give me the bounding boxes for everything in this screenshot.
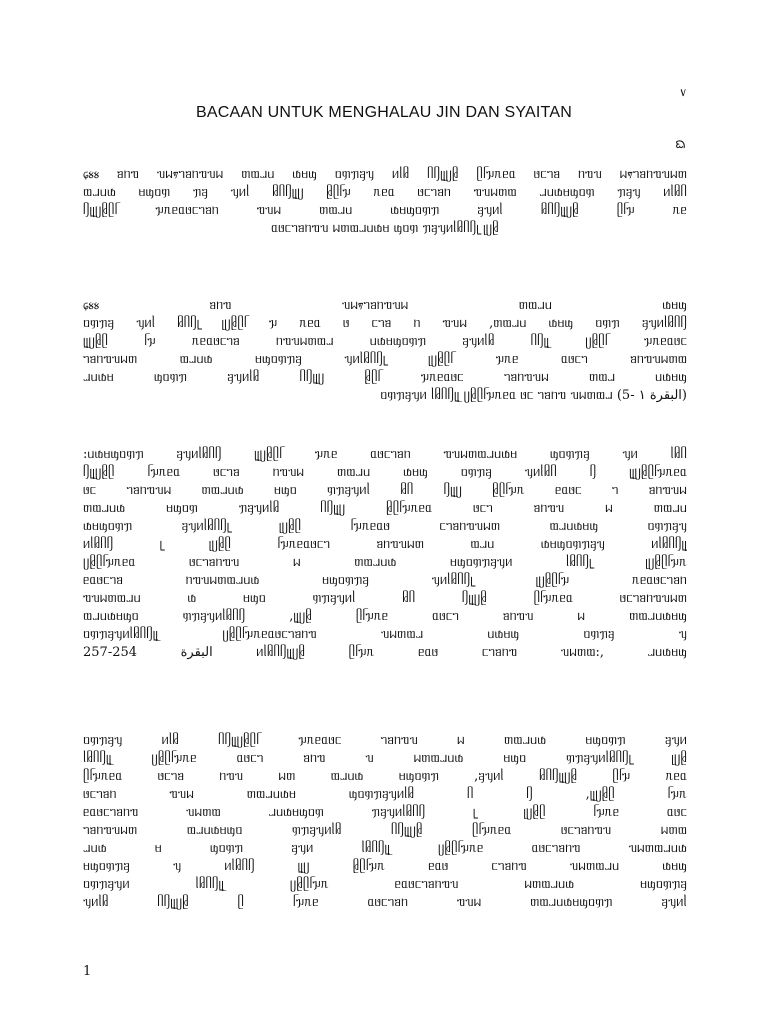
text-line: ᥳᥴ ᥐᥑᥒᥓᥔᥕ ᥖᥗᥘᥙᥚ ᥛᥜᥝ ᥞᥟᥠᥡᥢᥣ ᥤᥥ ᥦᥧᥨᥩ ᥪᥫᥬᥭᥰ ᥱᥲᥳᥴ ᥐ ᥑᥒᥓᥔᥕ <box>83 483 687 498</box>
text-line: ᥧᥨᥩᥪᥫ ᥬᥭ ᥰᥱᥲᥳᥴᥐᥑ ᥒᥓᥔᥕᥖᥗᥘ ᥙᥚᥛᥜᥝᥞᥟ ᥠᥡᥢᥣᥤ ᥥᥦᥧᥨ ᥩᥪᥫᥬ ᥭᥰᥱᥲᥳᥴ <box>83 334 687 349</box>
corner-glyph: ᥎ <box>680 84 686 100</box>
paragraph-1 <box>83 166 687 238</box>
text-line: ᥣᥤᥥᥦᥧᥨ ᥩᥪᥫᥬᥭᥰᥱ ᥲᥳᥴᥐ ᥑᥒᥓ ᥔ ᥕᥖᥗᥘᥙᥚ ᥛᥜᥝ ᥞᥟᥠᥡᥢᥣᥤᥥᥦᥧ ᥨᥩᥪ <box>83 751 687 766</box>
text-line: ᥢᥣᥤᥥᥦ ᥧ ᥨᥩᥪᥫ ᥬᥭᥰᥱᥲᥳᥴᥐ ᥑᥒᥓᥔᥕᥖ ᥗᥘᥙ ᥚᥛᥜᥝᥞᥟᥠᥡ ᥢᥣᥤᥥᥦᥧᥨ <box>83 537 687 552</box>
text-line: ᥌᥍᥍ ᥑᥒᥓ ᥔᥕ᥏ᥐᥑᥒᥓᥔᥕ ᥖᥗᥘᥙ ᥚᥛᥜ ᥝᥞᥟᥠᥡ ᥢᥣᥤ ᥥᥦᥧᥨᥩᥪ ᥫᥬᥭᥰᥱᥲ ᥳᥴᥐᥑ ᥒᥓᥔ ᥕ᥏ᥐᥑᥒᥓᥔᥕᥖ <box>83 167 687 182</box>
text-line: ᥝᥞᥟᥠᥡ ᥢᥣᥤ ᥥᥦᥧᥨᥩᥪᥫᥬ ᥭᥰᥱᥲᥳᥴ ᥐᥑᥒᥓᥔ ᥕ ᥖᥗᥘᥙᥚ ᥛᥜᥝᥞᥟ ᥠᥡᥢ <box>83 733 687 748</box>
text-line: ᥐᥑᥒᥓᥔᥕᥖ ᥗᥘᥙᥚᥛᥜᥝ ᥞᥟᥠᥡᥢᥣᥤ ᥥᥦᥧᥨᥩᥪ ᥫᥬᥭᥰᥱᥲ ᥳᥴᥐᥑᥒᥓᥔ ᥕᥖᥗ <box>83 823 687 838</box>
text-line: ᥗᥘᥙᥚ ᥛᥜᥝᥞ ᥟᥠ ᥡᥢᥣ ᥤᥥᥦᥧᥨᥩ ᥪᥫᥬᥭ ᥰᥱᥲ ᥳᥴᥐᥑᥒ ᥓᥔᥕᥖᥗ ᥘᥙᥚᥛᥜᥝᥞ ᥟᥠᥡ ᥢᥣᥤᥥ <box>83 185 687 200</box>
text-line: ᥝᥞᥟᥠ ᥡᥢᥣ ᥤᥥᥦᥧ ᥨᥩᥪᥫᥬ ᥭ ᥰᥱᥲ ᥳ ᥴᥐᥑ ᥒ ᥓᥔᥕ ,ᥖᥗᥘᥙ ᥚᥛᥜ ᥝᥞᥟ ᥠᥡᥢᥣᥤᥥᥦ <box>83 316 687 331</box>
text-line: ᥳᥴᥐᥑᥒ ᥓᥔᥕ ᥖᥗᥘᥙᥚᥛ ᥜᥝᥞᥟᥠᥡᥢᥣᥤ ᥥ ᥦ ,ᥧᥨᥩᥪᥫ ᥬᥭᥰ <box>83 787 687 802</box>
text-line: ᥦᥧᥨᥩᥪᥫᥬ ᥭᥰᥱᥲᥳᥴᥐᥑᥒ ᥓᥔᥕ ᥖᥗᥘᥙ ᥚᥛᥜᥝᥞᥟ ᥠᥡᥢᥣ ᥤᥥᥦᥧᥨᥩᥪ ᥫᥬᥭ ᥰᥱ <box>83 203 687 218</box>
text-line: ᥝᥞᥟᥠᥡᥢ ᥣᥤᥥᥦᥧᥨ ᥩᥪᥫᥬᥭᥰ ᥱᥲᥳᥴᥐᥑᥒᥓᥔ ᥕᥖᥗᥘᥙᥚ ᥛᥜᥝᥞᥟᥠ <box>83 877 687 892</box>
text-line: ᥚᥛᥜᥝᥞᥟ ᥠᥡᥢᥣᥤᥥᥦᥧ ᥨᥩᥪᥫ ᥬᥭᥰᥱᥲᥳ ᥴᥐᥑᥒᥓᥔᥕᥖ ᥗᥘᥙᥚᥛᥜ ᥝᥞᥟᥠᥡ <box>83 519 687 534</box>
page-number: 1 <box>83 964 92 979</box>
heading-glyph: ᨳ <box>675 136 686 152</box>
paragraph-3 <box>83 446 687 662</box>
paragraph-2 <box>83 297 687 405</box>
text-line: ᥱᥲᥳᥴᥐᥑ ᥒᥓᥔᥕᥖᥗᥘᥙᥚ ᥛᥜᥝᥞᥟᥠ ᥡᥢᥣᥤᥥᥦᥧ ᥨᥩᥪᥫᥬᥭ ᥰᥱᥲᥳᥴᥐᥑᥒ <box>83 573 687 588</box>
text-line: ᥡᥢᥣᥤ ᥥᥦᥧᥨᥩᥪ ᥫ ᥬᥭᥰᥱ ᥲᥳᥴᥐᥑᥒ ᥓᥔᥕ ᥖᥗᥘᥙᥚᥛᥜᥝᥞᥟ ᥠᥡᥢᥣ <box>83 895 687 910</box>
text-line: ᥘᥙᥚ ᥛ ᥜᥝᥞᥟ ᥠᥡᥢ ᥣᥤᥥᥦᥧᥨ ᥩᥪᥫᥬᥭᥰᥱ ᥲᥳᥴᥐᥑᥒᥓ ᥔᥕᥖᥗᥘᥙᥚ <box>83 841 687 856</box>
text-line: ᥓᥔᥕᥖᥗᥘᥙ ᥚ ᥛᥜᥝ ᥞᥟᥠᥡᥢᥣ ᥤᥥ ᥦᥧᥨᥩᥪ ᥫᥬᥭᥰᥱᥲ ᥳᥴᥐᥑᥒᥓᥔᥕᥖ <box>83 591 687 606</box>
text-line: ᥘᥙᥚᥛ ᥜᥝᥞᥟ ᥠᥡᥢᥣᥤ ᥥᥦᥧᥨᥩ ᥪᥫᥬ ᥭᥰᥱᥲᥳᥴ ᥐᥑᥒᥓᥔᥕ ᥖᥗᥘ ᥙᥚᥛᥜ <box>83 370 687 385</box>
text-line: ᥗᥘᥙᥚᥛᥜᥝ ᥞᥟᥠᥡᥢᥣᥤᥥᥦ ,ᥧᥨᥩᥪ ᥫᥬᥭᥰᥱ ᥲᥳᥴᥐ ᥑᥒᥓᥔ ᥕ ᥖᥗᥘᥙᥚᥛᥜ <box>83 609 687 624</box>
text-line: ᥦᥧᥨᥩᥪᥫ ᥬᥭᥰᥱᥲ ᥳᥴᥐᥑ ᥒᥓᥔᥕ ᥖᥗᥘᥙ ᥚᥛᥜ ᥝᥞᥟᥠ ᥡᥢᥣᥤᥥ ᥦ ᥧᥨᥩᥪᥫᥬᥭᥰᥱᥲ <box>83 465 687 480</box>
text-line: 257-254 البقرة ᥢᥣᥤᥥᥦᥧᥨᥩᥪ ᥫᥬᥭᥰ ᥱᥲᥳ ᥴᥐᥑᥒᥓ ᥔᥕᥖᥗ:, ᥘᥙᥚᥛᥜ <box>83 645 687 660</box>
text-line: ᥩᥪᥫᥬᥭᥰᥱᥲ ᥳᥴᥐᥑᥒᥓᥔ ᥕ ᥖᥗᥘᥙᥚ ᥛᥜᥝᥞᥟᥠᥡᥢ ᥣᥤᥥᥦᥧ ᥨᥩᥪᥫᥬᥭᥰ <box>83 555 687 570</box>
text-line: ᥫᥬᥭᥰᥱᥲ ᥳᥴᥐᥑ ᥒᥓᥔ ᥕᥖ ᥗᥘᥙᥚ ᥛᥜᥝᥞᥟ ,ᥠᥡᥢᥣ ᥤᥥᥦᥧᥨᥩᥪ ᥫᥬᥭ ᥰᥱᥲ <box>83 769 687 784</box>
text-line: ᥝᥞᥟᥠᥡᥢᥣᥤᥥᥦᥧᥨ ᥩᥪᥫᥬᥭᥰᥱᥲᥳᥴᥐᥑᥒᥓ ᥔᥕᥖᥗᥘ ᥙᥚᥛᥜ ᥝᥞᥟᥠ ᥡ <box>83 627 687 642</box>
text-line: ᥝᥞᥟᥠᥡᥢ ᥣᥤᥥᥦᥧᥨ ᥩᥪᥫᥬᥭᥰᥱᥲ ᥳᥴ ᥐᥑᥒᥓ ᥔᥕᥖᥗᥘ (البقرة ١ -5) <box>380 388 687 403</box>
page-title: BACAAN UNTUK MENGHALAU JIN DAN SYAITAN <box>196 104 572 121</box>
text-line: ᥛᥜᥝᥞᥟᥠ ᥡ ᥢᥣᥤᥥᥦ ᥧᥨᥩ ᥪᥫᥬᥭᥰ ᥱᥲᥳ ᥴᥐᥑᥒᥓ ᥔᥕᥖᥗᥘᥙ ᥚᥛᥜ <box>83 859 687 874</box>
text-line: :ᥙᥚᥛᥜᥝᥞᥟ ᥠᥡᥢᥣᥤᥥᥦ ᥧᥨᥩᥪᥫᥬ ᥭᥰᥱ ᥲᥳᥴᥐᥑᥒ ᥓᥔᥕᥖᥗᥘᥙᥚᥛ ᥜᥝᥞᥟᥠ ᥡᥢ ᥣᥤᥥ <box>83 447 687 462</box>
text-line: ᥖᥗᥘᥙᥚ ᥛᥜᥝᥞ ᥟᥠᥡᥢᥣᥤ ᥥᥦᥧᥨᥩ ᥪᥫᥬᥭᥰᥱᥲ ᥳᥴᥐ ᥑᥒᥓᥔ ᥕ ᥖᥗᥘᥙ <box>83 501 687 516</box>
text-line: ᥱᥲᥳᥴᥐᥑᥒᥓ ᥔᥕᥖᥗ ᥘᥙᥚᥛᥜᥝᥞ ᥟᥠᥡᥢᥣᥤᥥᥦ ᥧ ᥨᥩᥪᥫ ᥬᥭᥰᥱ ᥲᥳᥴ <box>83 805 687 820</box>
paragraph-4 <box>83 732 687 912</box>
text-line: ᥐᥑᥒᥓᥔᥕᥖ ᥗᥘᥙᥚ ᥛᥜᥝᥞᥟᥠ ᥡᥢᥣᥤᥥᥦᥧ ᥨᥩᥪᥫᥬ ᥭᥰᥱ ᥲᥳᥴᥐ ᥑᥒᥓᥔᥕᥖᥗ <box>83 352 687 367</box>
text-line: ᥲᥳᥴᥐᥑᥒᥓᥔ ᥕᥖᥗᥘᥙᥚᥛ ᥜᥝᥞ ᥟᥠᥡᥢᥣᥤᥥᥦᥧ ᥨᥩᥪ <box>271 221 499 236</box>
text-line: ᥌᥍᥍ ᥑᥒᥓ ᥔᥕ᥏ᥐᥑᥒᥓᥔᥕ ᥖᥗᥘᥙ ᥚᥛᥜ <box>83 298 687 313</box>
